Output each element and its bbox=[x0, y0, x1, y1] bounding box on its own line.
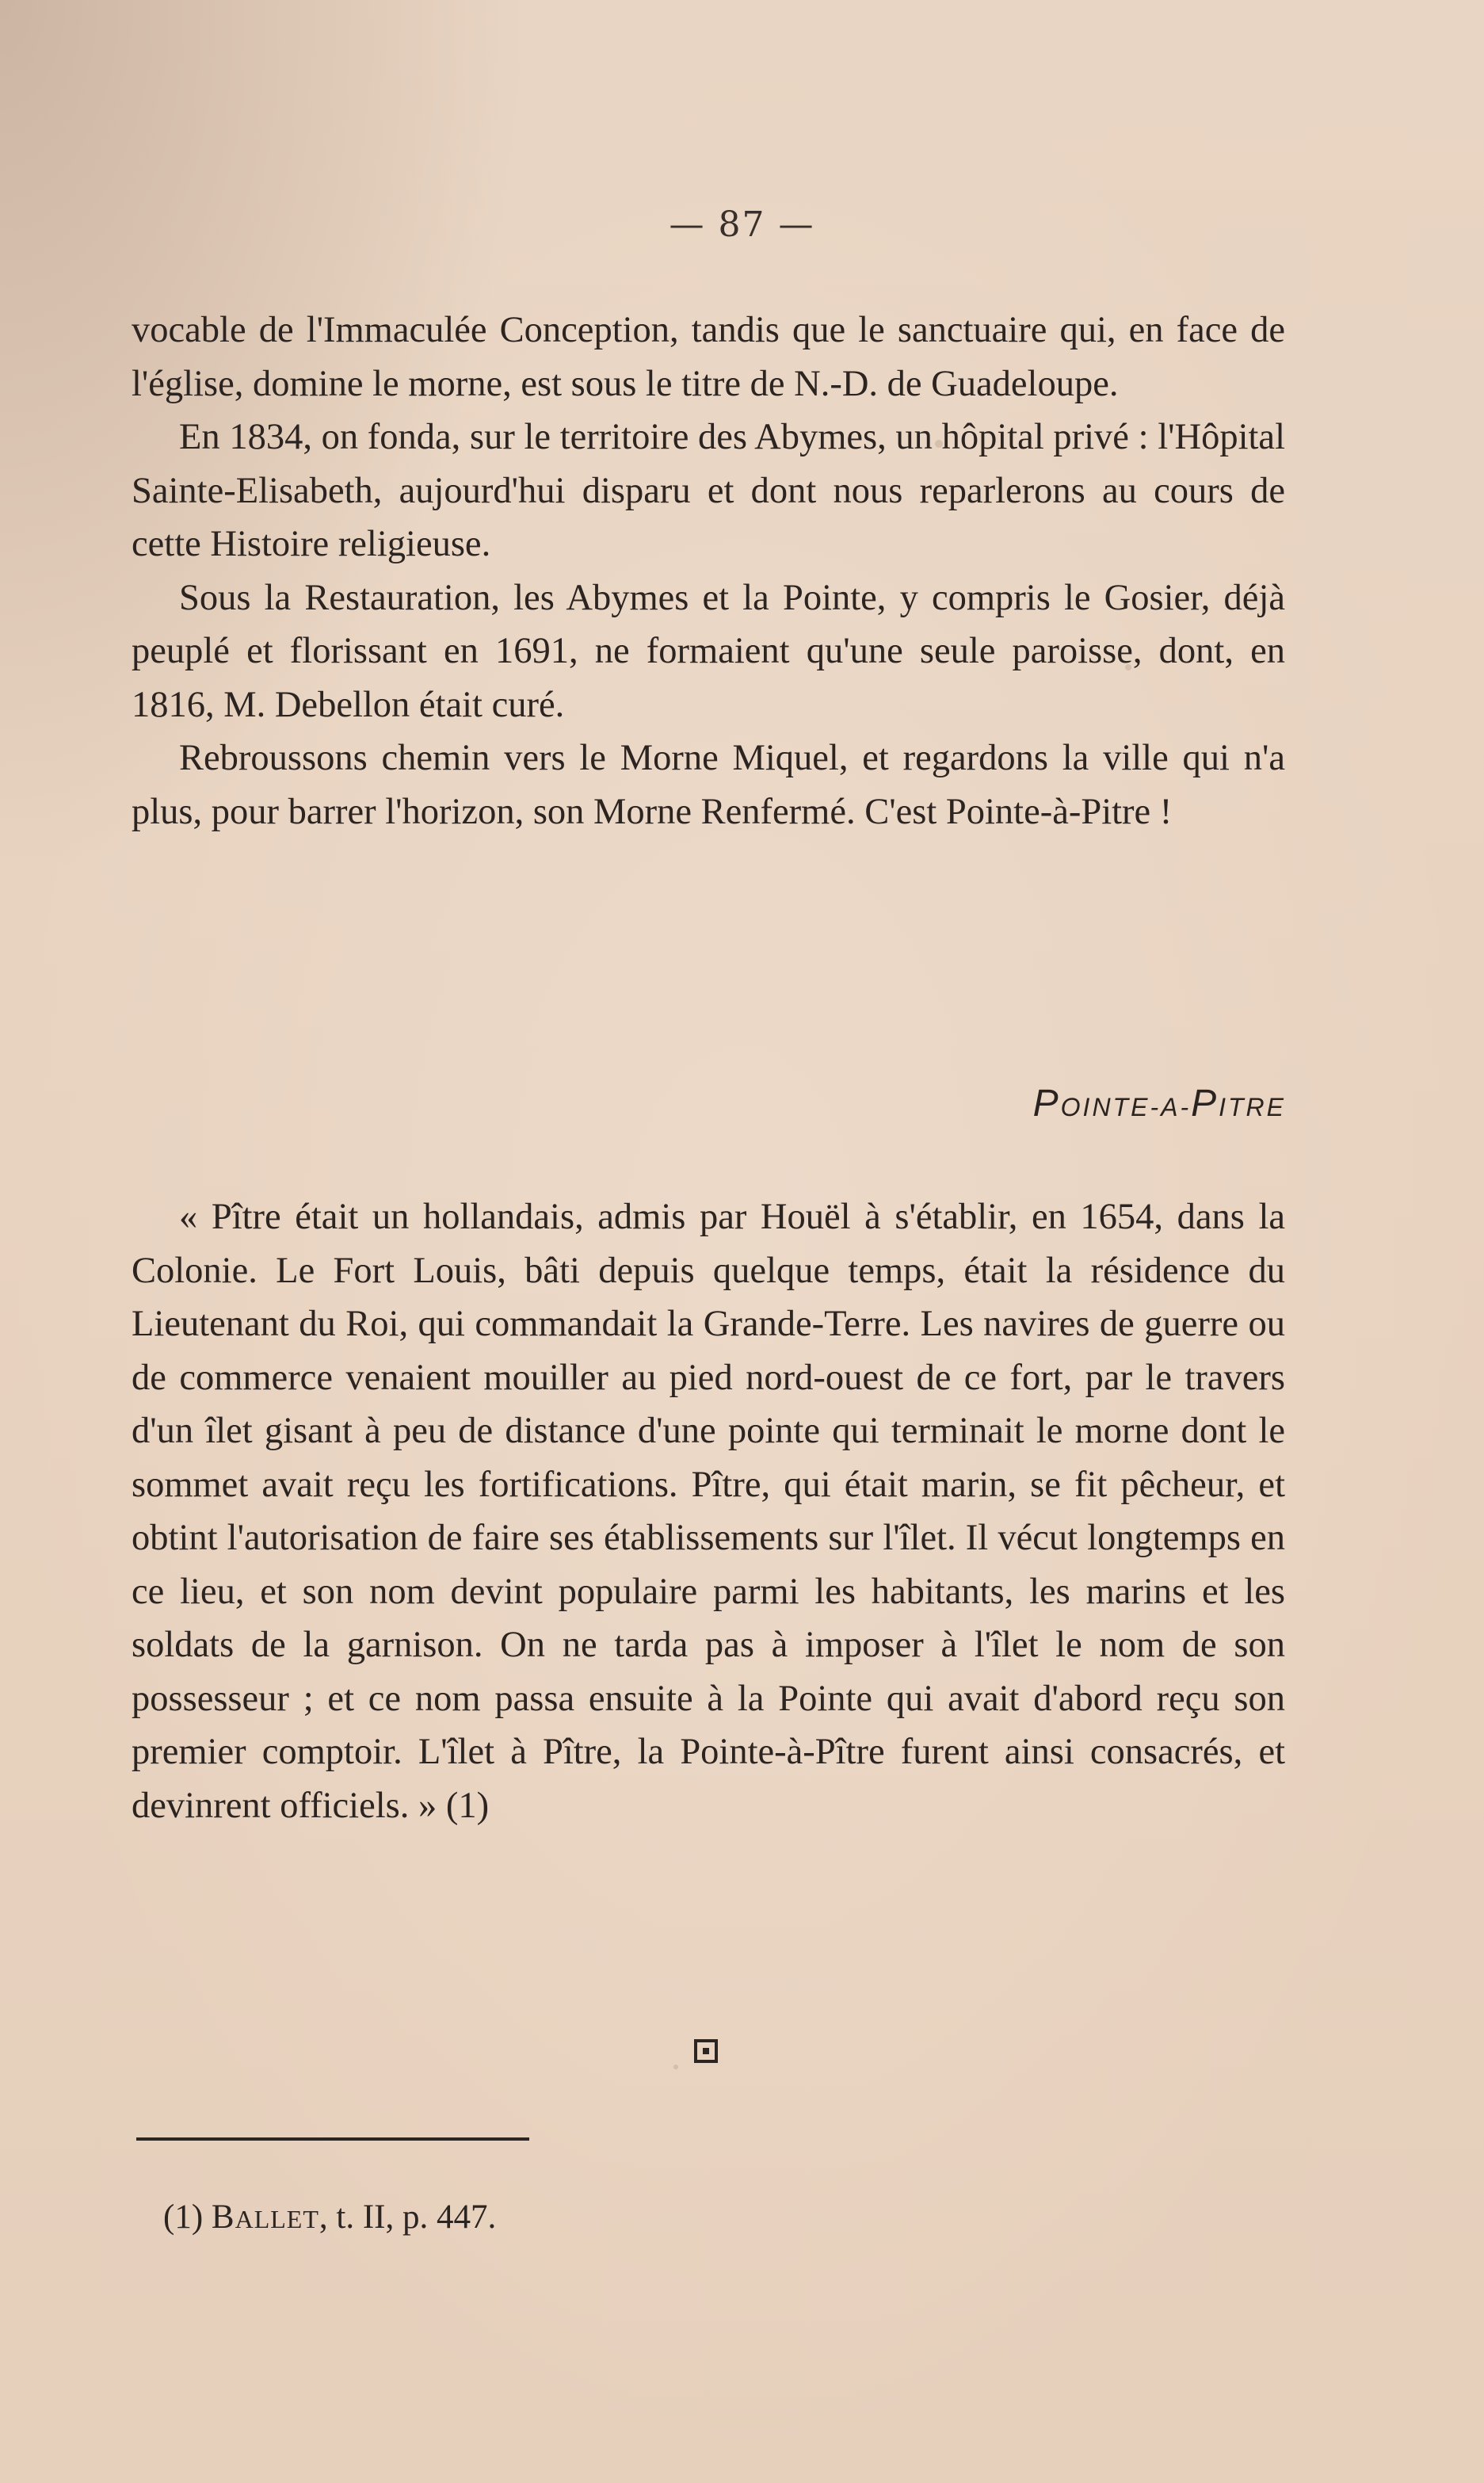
footnote-marker: (1) bbox=[163, 2198, 204, 2236]
footnote-divider bbox=[136, 2137, 529, 2141]
paper-spot bbox=[673, 2065, 678, 2069]
body-text-top bbox=[132, 304, 1285, 838]
quotation-paragraph: « Pître était un hollandais, admis par Houël à s'établir, en 1654, dans la Colonie. Le Fort Louis, bâti depuis quelque temps, était la résidence du Lieutenant du Roi, qui commandait la Grande-Terre. Les navires de guerre ou de commerce venaient mouiller au pied nord-ouest de ce fort, par le travers d'un îlet gisant à peu de distance d'une pointe qui terminait le morne dont le sommet avait reçu les fortifications. Pître, qui était marin, se fit pêcheur, et obtint l'autorisation de faire ses établissements sur l'îlet. Il vécut longtemps en ce lieu, et son nom devint populaire parmi les habitants, les marins et les soldats de la garnison. On ne tarda pas à imposer à l'îlet le nom de son possesseur ; et ce nom passa ensuite à la Pointe qui avait d'abord reçu son premier comptoir. L'îlet à Pître, la Pointe-à-Pître furent ainsi consacrés, et devinrent officiels. » (1) bbox=[132, 1197, 1285, 1826]
footnote-reference: , t. II, p. 447. bbox=[319, 2198, 497, 2236]
paragraph: Rebroussons chemin vers le Morne Miquel, et regardons la ville qui n'a plus, pour barrer l'horizon, son Morne Renfermé. C'est Pointe-à-Pitre ! bbox=[132, 738, 1285, 832]
paragraph: Sous la Restauration, les Abymes et la Pointe, y compris le Gosier, déjà peuplé et florissant en 1691, ne formaient qu'une seule paroisse, dont, en 1816, M. Debellon était curé. bbox=[132, 577, 1285, 725]
end-ornament-icon bbox=[694, 2039, 718, 2063]
heading-initial: P bbox=[1032, 1083, 1061, 1125]
footnote-author: BALLET bbox=[211, 2198, 319, 2236]
footnote bbox=[163, 2198, 496, 2237]
heading-part: ITRE bbox=[1219, 1093, 1286, 1121]
body-text-bottom bbox=[132, 1190, 1285, 1832]
page-number: — 87 — bbox=[669, 204, 815, 245]
heading-initial: P bbox=[1191, 1083, 1219, 1125]
paragraph: vocable de l'Immaculée Conception, tandis que le sanctuaire qui, en face de l'église, domine le morne, est sous le titre de N.-D. de Guadeloupe. bbox=[132, 310, 1285, 404]
section-heading bbox=[1033, 1082, 1286, 1125]
paragraph: En 1834, on fonda, sur le territoire des Abymes, un hôpital privé : l'Hôpital Sainte-Elisabeth, aujourd'hui disparu et dont nous reparlerons au cours de cette Histoire religieuse. bbox=[132, 417, 1285, 564]
heading-part: OINTE-A- bbox=[1060, 1093, 1192, 1121]
